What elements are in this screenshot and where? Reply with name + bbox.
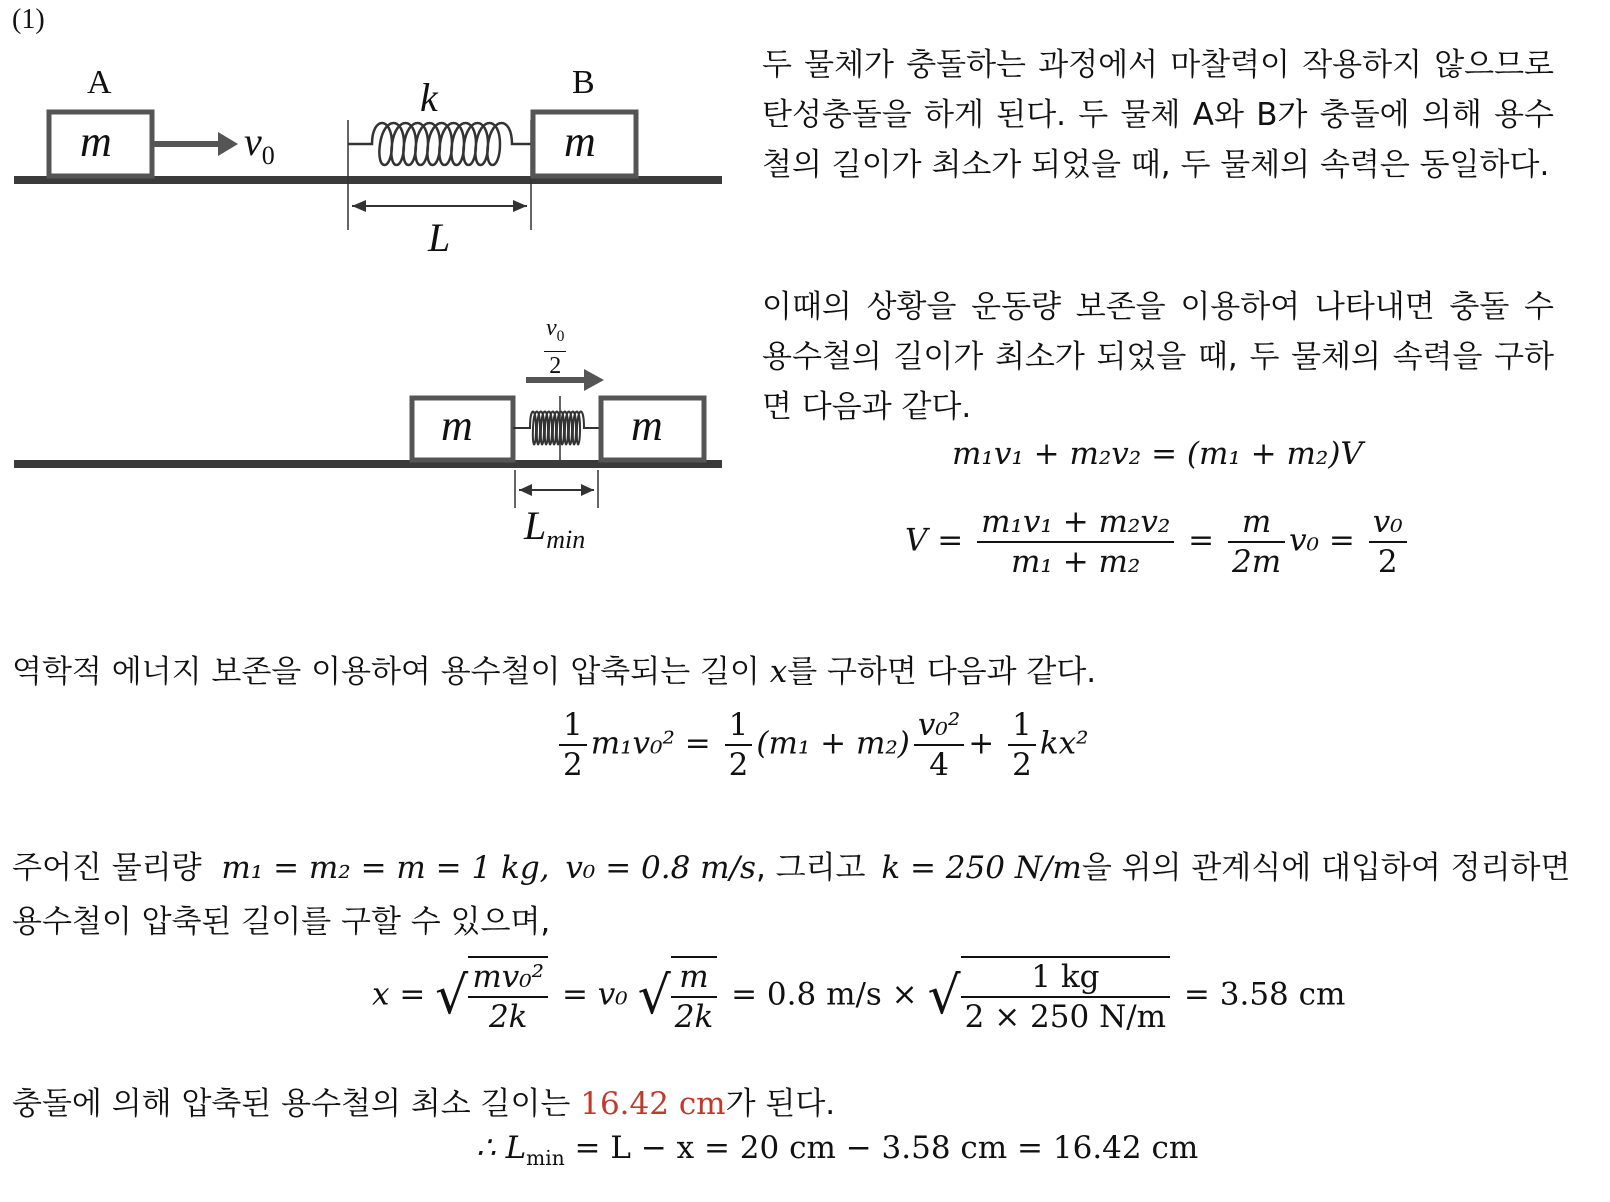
half-velocity-fraction: $v_0$ 2 (546, 315, 565, 379)
figure-compressed (0, 360, 740, 520)
problem-number: (1) (12, 4, 45, 35)
block-a-mass: m (80, 117, 112, 166)
block-a-label: A (87, 64, 112, 101)
energy-intro: 역학적 에너지 보존을 이용하여 용수철이 압축되는 길이 x를 구하면 다음과 같다. (12, 654, 1097, 690)
final-statement: 충돌에 의해 압축된 용수철의 최소 길이는 16.42 cm가 된다. (12, 1086, 836, 1122)
given-quantities: 주어진 물리량 m₁ = m₂ = m = 1 kg, v₀ = 0.8 m/s, 그리고 k = 250 N/m을 위의 관계식에 대입하여 정리하면 (12, 850, 1571, 886)
paragraph-elastic-collision: 두 물체가 충돌하는 과정에서 마찰력이 작용하지 않으므로 탄성충돌을 하게 된다. 두 물체 A와 B가 충돌에 의해 용수철의 길이가 최소가 되었을 때, 두 물체의 속력은 동일하다. (762, 47, 1554, 183)
compression-equation: x = √ $\frac{\text{mv₀²}}{2k}$ = v₀ √ $\frac{m}{2k}$ = 0.8 m/s × √ $\frac{1 kg}{2 \times 250 N/m}$ = 3.58 cm (372, 956, 1345, 1036)
block-left-mass: m (441, 401, 473, 450)
final-equation: ∴ $L_{min} = L - x = 20$ cm − 3.58 cm = 16.42 cm (476, 1130, 1199, 1171)
momentum-equation: m₁v₁ + m₂v₂ = (m₁ + m₂)V (952, 436, 1363, 472)
given-quantities-line2: 용수철이 압축된 길이를 구할 수 있으며, (12, 904, 551, 940)
block-b-label: B (572, 64, 595, 101)
spring-constant-label: k (420, 75, 438, 120)
energy-equation: $\frac{1}{2}$ m₁v₀² = $\frac{1}{2}$ (m₁ + m₂) $\frac{\text{v₀²}}{4}$ + $\frac{1}{2}$ kx² (555, 706, 1089, 784)
block-b-mass: m (564, 117, 596, 166)
min-length-label: $L_{min}$ (524, 503, 586, 554)
block-right-mass: m (631, 401, 663, 450)
velocity-equation: V = $\frac{\text{m₁v₁ + m₂v₂}}{\text{m₁ + m₂}}$ = $\frac{m}{2m}$ v₀ = $\frac{\text{v₀}}{2}$ (905, 503, 1411, 581)
velocity-label: $v_0$ (244, 119, 275, 170)
length-label: L (428, 215, 451, 260)
paragraph-momentum: 이때의 상황을 운동량 보존을 이용하여 나타내면 충돌 수 용수철의 길이가 최소가 되었을 때, 두 물체의 속력을 구하면 다음과 같다. (762, 289, 1554, 425)
final-answer: 16.42 cm (580, 1086, 726, 1122)
